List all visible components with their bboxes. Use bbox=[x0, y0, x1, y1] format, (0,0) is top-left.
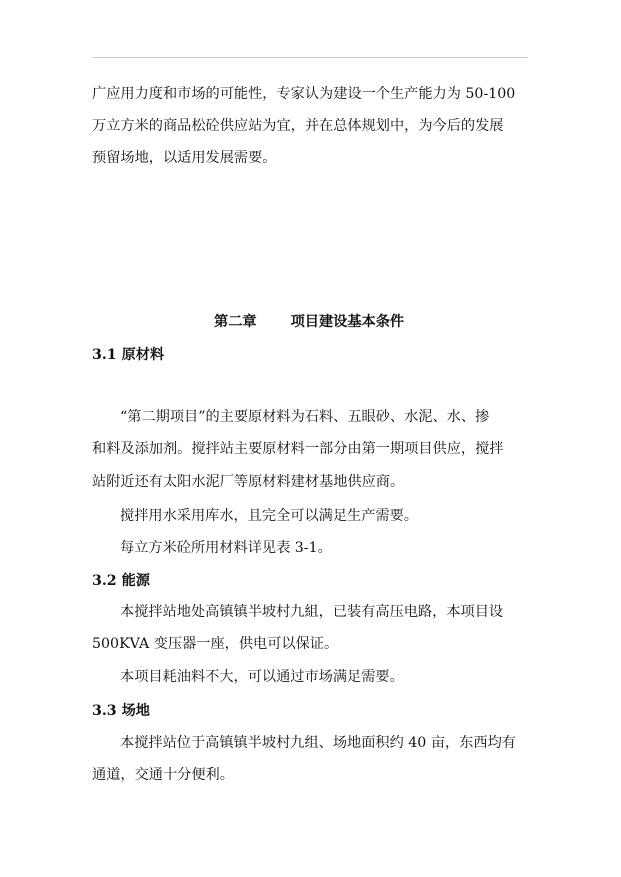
section-3-2-para1-line2: 500KVA 变压器一座，供电可以保证。 bbox=[92, 636, 339, 652]
section-3-2-heading: 3.2 能源 bbox=[92, 573, 150, 589]
section-3-1-heading: 3.1 原材料 bbox=[92, 347, 165, 363]
chapter-number: 第二章 bbox=[214, 314, 257, 330]
section-3-2-para1-line1: 本搅拌站地处高镇镇半坡村九組，已装有高压电路，本项目设 bbox=[120, 604, 504, 620]
intro-line-2: 万立方米的商品松砼供应站为宜，并在总体规划中，为今后的发展 bbox=[92, 118, 504, 134]
section-3-1-para2: 搅拌用水采用库水，且完全可以满足生产需要。 bbox=[120, 508, 418, 524]
intro-line-3: 预留场地，以适用发展需要。 bbox=[92, 150, 277, 166]
section-3-1-para3: 每立方米砼所用材料详见表 3-1。 bbox=[120, 540, 332, 556]
section-3-1-para1-line3: 站附近还有太阳水泥厂等原材料建材基地供应商。 bbox=[92, 474, 405, 490]
section-3-3-para1-line2: 通道，交通十分便利。 bbox=[92, 767, 234, 783]
section-3-1-para1-line2: 和料及添加剂。搅拌站主要原材料一部分由第一期项目供应，搅拌 bbox=[92, 441, 504, 457]
section-3-1-para1-line1: “第二期项目”的主要原材料为石料、五眼砂、水泥、水、掺 bbox=[120, 409, 490, 425]
chapter-heading bbox=[214, 311, 404, 331]
section-3-2-para2: 本项目耗油料不大，可以通过市场满足需要。 bbox=[120, 669, 404, 685]
section-3-3-para1-line1: 本搅拌站位于高镇镇半坡村九组、场地面积约 40 亩，东西均有 bbox=[120, 735, 516, 751]
intro-line-1: 广应用力度和市场的可能性，专家认为建设一个生产能力为 50-100 bbox=[92, 86, 516, 102]
section-3-3-heading: 3.3 场地 bbox=[92, 703, 150, 719]
chapter-title: 项目建设基本条件 bbox=[290, 314, 405, 330]
header-rule bbox=[92, 57, 528, 58]
